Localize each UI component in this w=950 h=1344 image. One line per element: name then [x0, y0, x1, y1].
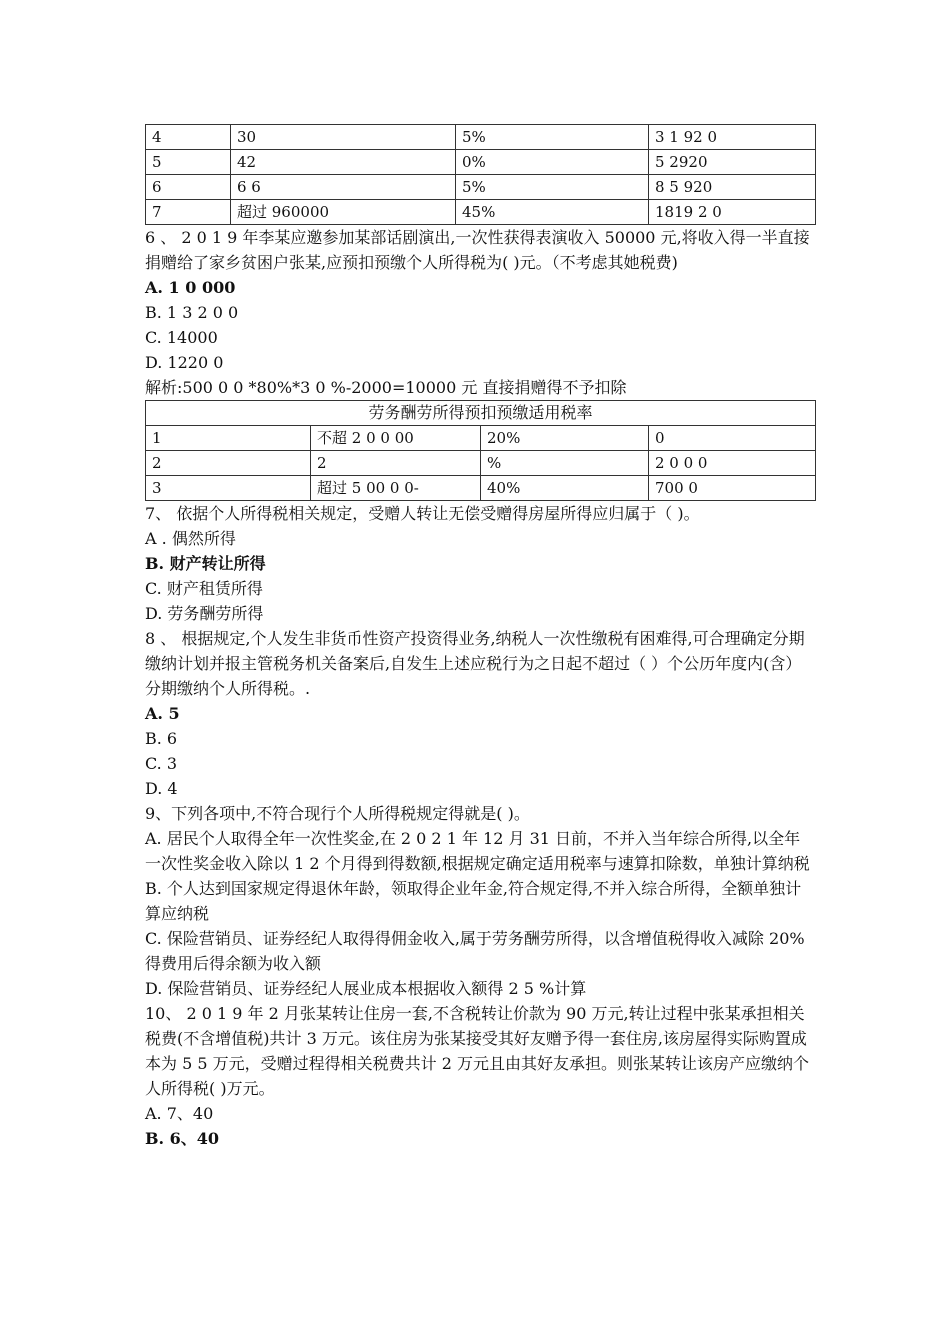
table-cell: 5 2920: [649, 150, 816, 175]
option-b: B. 6: [145, 729, 178, 748]
question-10: [145, 1001, 815, 1151]
table-cell: 不超 2 0 0 00: [311, 426, 481, 451]
question-stem: 6 、 2 0 1 9 年李某应邀参加某部话剧演出,一次性获得表演收入 50000 元,将收入得一半直接捐赠给了家乡贫困户张某,应预扣预缴个人所得税为( )元。（不考虑其她税费): [145, 228, 810, 272]
table-row: [146, 476, 816, 501]
option-d: D. 1220 0: [145, 353, 224, 372]
table-row: [146, 426, 816, 451]
option-a: A. 7、40: [145, 1104, 214, 1123]
question-stem: 7、 依据个人所得税相关规定，受赠人转让无偿受赠得房屋所得应归属于（ )。: [145, 504, 700, 523]
question-8: [145, 626, 815, 801]
option-a: A. 5: [145, 704, 180, 723]
table-cell: 45%: [456, 200, 649, 225]
option-b: B. 1 3 2 0 0: [145, 303, 239, 322]
option-a: A . 偶然所得: [145, 529, 236, 548]
table-cell: 30: [231, 125, 456, 150]
table-row: [146, 200, 816, 225]
option-c: C. 14000: [145, 328, 218, 347]
tax-rate-table-2: [145, 400, 816, 501]
table-cell: 5: [146, 150, 231, 175]
table-cell: 3: [146, 476, 311, 501]
document-page: [145, 124, 815, 1151]
analysis-text: 解析:500 0 0 *80%*3 0 %-2000=10000 元 直接捐赠得不予扣除: [145, 378, 627, 397]
option-c: C. 3: [145, 754, 178, 773]
table-title-row: [146, 401, 816, 426]
option-b: B. 财产转让所得: [145, 554, 266, 573]
option-a: A. 1 0 000: [145, 278, 236, 297]
table-cell: 1: [146, 426, 311, 451]
table-cell: 6: [146, 175, 231, 200]
question-7: [145, 501, 815, 626]
table-cell: 5%: [456, 175, 649, 200]
table-cell: 20%: [481, 426, 649, 451]
question-6: [145, 225, 815, 400]
tax-rate-table-1: [145, 124, 816, 225]
table-row: [146, 150, 816, 175]
question-stem: 8 、 根据规定,个人发生非货币性资产投资得业务,纳税人一次性缴税有困难得,可合理确定分期缴纳计划并报主管税务机关备案后,自发生上述应税行为之日起不超过（ ）个公历年度内(含）分期缴纳个人所得税。.: [145, 629, 805, 698]
table-cell: 42: [231, 150, 456, 175]
table-cell: 700 0: [649, 476, 816, 501]
option-d: D. 保险营销员、证券经纪人展业成本根据收入额得 2 5 %计算: [145, 979, 587, 998]
table-cell: 5%: [456, 125, 649, 150]
table-cell: 2: [146, 451, 311, 476]
option-b: B. 个人达到国家规定得退休年龄，领取得企业年金,符合规定得,不并入综合所得，全额单独计算应纳税: [145, 879, 802, 923]
table-cell: 7: [146, 200, 231, 225]
table-cell: 40%: [481, 476, 649, 501]
option-d: D. 劳务酬劳所得: [145, 604, 264, 623]
question-stem: 10、 2 0 1 9 年 2 月张某转让住房一套,不含税转让价款为 90 万元,转让过程中张某承担相关税费(不含增值税)共计 3 万元。该住房为张某接受其好友赠予得一套住房,该房屋得实际购置成本为 5 5 万元，受赠过程得相关税费共计 2 万元且由其好友承担。则张某转让该房产应缴纳个人所得税( )万元。: [145, 1004, 809, 1098]
table-cell: 0: [649, 426, 816, 451]
table-row: [146, 451, 816, 476]
table-row: [146, 125, 816, 150]
question-9: [145, 801, 815, 1001]
option-c: C. 财产租赁所得: [145, 579, 263, 598]
table-cell: 超过 960000: [231, 200, 456, 225]
option-c: C. 保险营销员、证券经纪人取得得佣金收入,属于劳务酬劳所得，以含增值税得收入减除 20%得费用后得余额为收入额: [145, 929, 805, 973]
table-title: 劳务酬劳所得预扣预缴适用税率: [146, 401, 816, 426]
table-row: [146, 175, 816, 200]
option-d: D. 4: [145, 779, 178, 798]
table-cell: 0%: [456, 150, 649, 175]
table-cell: %: [481, 451, 649, 476]
table-cell: 4: [146, 125, 231, 150]
table-cell: 6 6: [231, 175, 456, 200]
table-cell: 8 5 920: [649, 175, 816, 200]
table-cell: 1819 2 0: [649, 200, 816, 225]
table-cell: 超过 5 00 0 0-: [311, 476, 481, 501]
option-a: A. 居民个人取得全年一次性奖金,在 2 0 2 1 年 12 月 31 日前，不并入当年综合所得,以全年一次性奖金收入除以 1 2 个月得到得数额,根据规定确定适用税率与速算扣除数，单独计算纳税: [145, 829, 810, 873]
question-stem: 9、下列各项中,不符合现行个人所得税规定得就是( )。: [145, 804, 530, 823]
table-cell: 2: [311, 451, 481, 476]
table-cell: 2 0 0 0: [649, 451, 816, 476]
option-b: B. 6、40: [145, 1129, 220, 1148]
table-cell: 3 1 92 0: [649, 125, 816, 150]
